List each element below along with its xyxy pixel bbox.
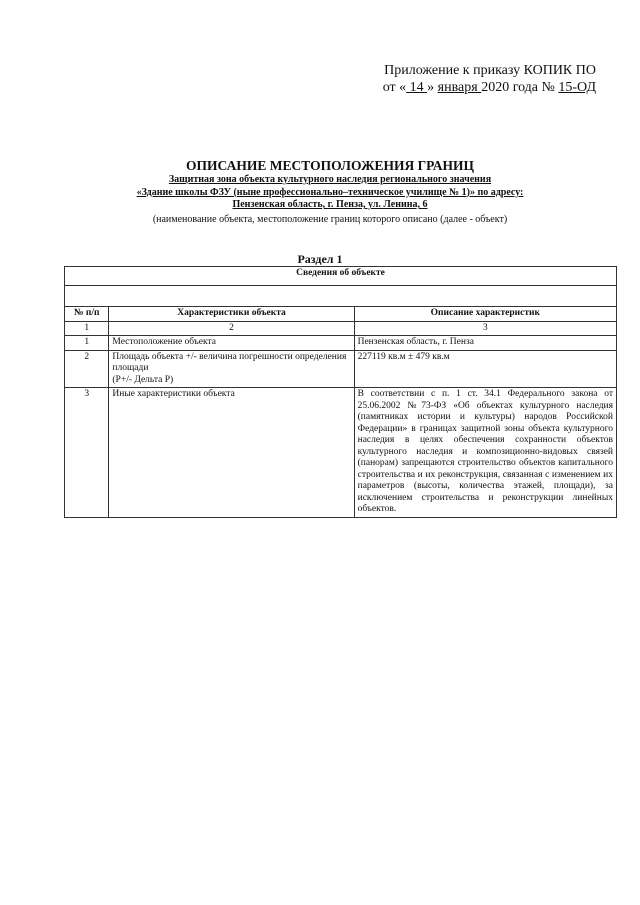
annex-month: января	[437, 80, 482, 95]
row-number: 1	[65, 336, 109, 351]
document-header	[60, 158, 600, 226]
row-description: 227119 кв.м ± 479 кв.м	[354, 350, 616, 388]
column-header-description: Описание характеристик	[354, 307, 616, 322]
annex-day: 14	[406, 80, 428, 95]
table-row	[65, 388, 617, 518]
object-address: Пензенская область, г. Пенза, ул. Ленина, 6	[232, 199, 428, 210]
row-description: В соответствии с п. 1 ст. 34.1 Федерального закона от 25.06.2002 №73-ФЗ «Об объектах культурного наследия (памятниках истории и культуры) народов Российской Федерации» в границах защитной зоны объекта культурного наследия в целях обеспечения сохранности объектов культурного наследия и композиционно-видовых связей (панорам) запрещаются строительство объектов капитального строительства и их реконструкция, связанная с изменением их параметров (высоты, количества этажей, площади), за исключением строительства и реконструкции линейных объектов.	[354, 388, 616, 518]
table-header-row	[65, 307, 617, 322]
annex-date-prefix: от «	[382, 80, 407, 95]
annex-line-1: Приложение к приказу КОПИК ПО	[384, 63, 596, 78]
column-header-characteristic: Характеристики объекта	[109, 307, 354, 322]
annex-date-sep: »	[427, 80, 438, 95]
annex-line-2	[383, 79, 596, 96]
table-empty-cell	[65, 286, 617, 307]
column-header-number: № п/п	[65, 307, 109, 322]
table-row	[65, 336, 617, 351]
table-row	[65, 350, 617, 388]
row-number: 3	[65, 388, 109, 518]
column-number-2: 2	[109, 321, 354, 336]
row-number: 2	[65, 350, 109, 388]
object-info-table	[64, 266, 617, 518]
order-annex-reference	[383, 62, 596, 96]
table-column-numbers-row	[65, 321, 617, 336]
row-description: Пензенская область, г. Пенза	[354, 336, 616, 351]
row-characteristic: Местоположение объекта	[109, 336, 354, 351]
table-caption: Сведения об объекте	[65, 267, 617, 286]
section-title: Раздел 1	[297, 252, 343, 266]
object-name-line-1: Защитная зона объекта культурного наследия регионального значения	[168, 174, 492, 185]
object-description-note: (наименование объекта, местоположение границ которого описано (далее - объект)	[152, 213, 508, 225]
column-number-3: 3	[354, 321, 616, 336]
annex-order-number: 15-ОД	[558, 80, 596, 95]
table-empty-row	[65, 286, 617, 307]
row-characteristic-text: Площадь объекта +/- величина погрешности определения площади	[112, 351, 347, 373]
row-characteristic-extra: (P+/- Дельта P)	[112, 374, 174, 385]
annex-year: 2020 года №	[481, 80, 559, 95]
object-name-line-2: «Здание школы ФЗУ (ныне профессионально–техническое училище № 1)» по адресу:	[136, 186, 524, 198]
document-title: ОПИСАНИЕ МЕСТОПОЛОЖЕНИЯ ГРАНИЦ	[186, 158, 474, 173]
column-number-1: 1	[65, 321, 109, 336]
row-characteristic: Иные характеристики объекта	[109, 388, 354, 518]
row-characteristic	[109, 350, 354, 388]
table-caption-row	[65, 267, 617, 286]
